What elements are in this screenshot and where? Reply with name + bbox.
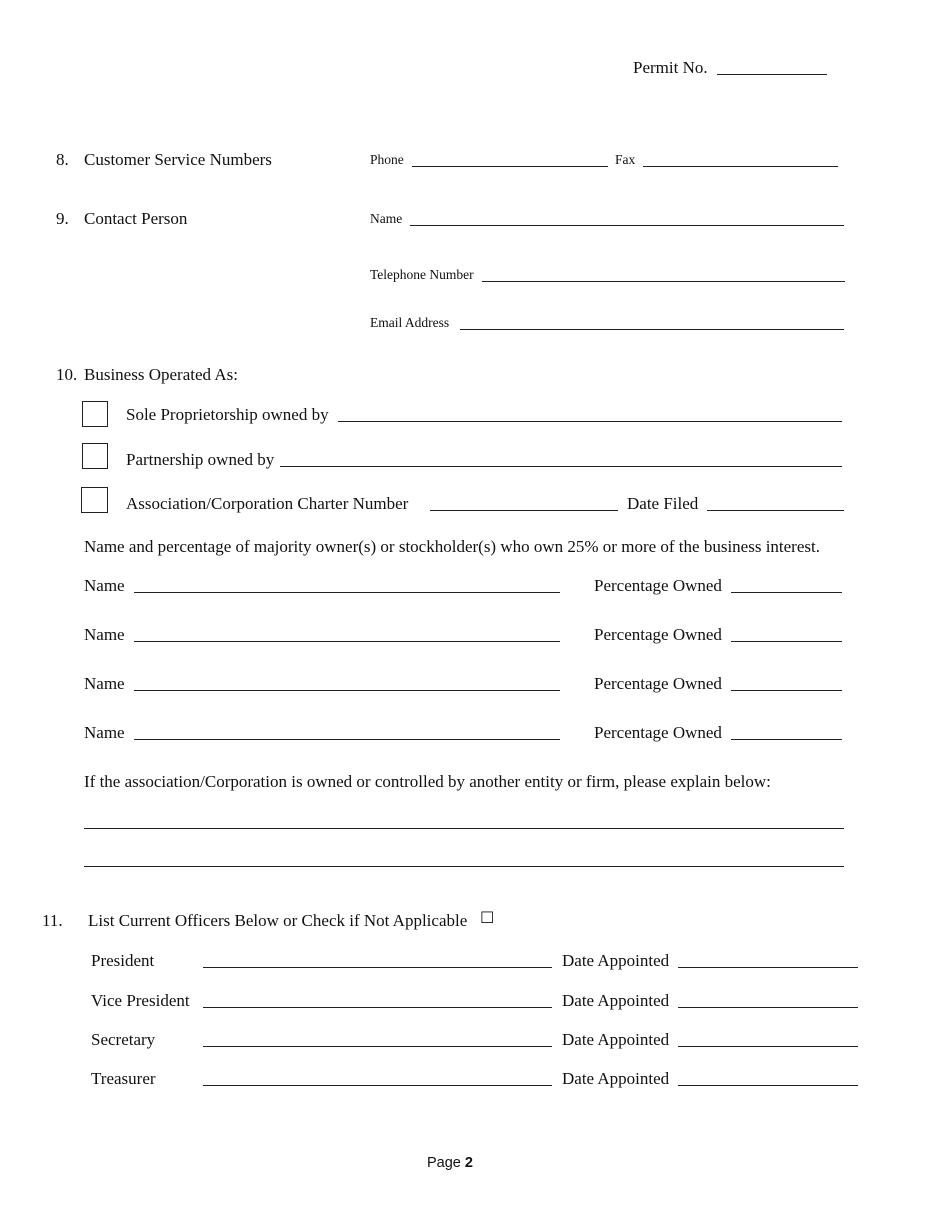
date-appointed-field[interactable] [678, 1046, 858, 1047]
section-11-number: 11. [42, 911, 63, 930]
date-appointed-label: Date Appointed [562, 1030, 670, 1049]
telephone-number-label: Telephone Number [370, 267, 474, 282]
controlled-instruction: If the association/Corporation is owned or controlled by another entity or firm, please explain below: [84, 772, 771, 791]
not-applicable-checkbox[interactable]: ☐ [480, 908, 495, 927]
section-8-title: Customer Service Numbers [84, 150, 272, 169]
page-number: 2 [464, 1155, 473, 1171]
owner-name-label: Name [84, 723, 125, 742]
section-11-title: List Current Officers Below or Check if Not Applicable [88, 911, 468, 930]
phone-field[interactable] [412, 166, 608, 167]
sole-proprietorship-label: Sole Proprietorship owned by [126, 405, 329, 424]
owner-name-field[interactable] [134, 690, 560, 691]
section-9-title: Contact Person [84, 209, 188, 228]
sole-proprietorship-owner-field[interactable] [338, 421, 842, 422]
charter-number-field[interactable] [430, 510, 618, 511]
owners-instruction: Name and percentage of majority owner(s) or stockholder(s) who own 25% or more of the business interest. [84, 537, 820, 556]
officer-name-field[interactable] [203, 1007, 552, 1008]
corporation-charter-label: Association/Corporation Charter Number [126, 494, 409, 513]
owner-percentage-label: Percentage Owned [594, 625, 722, 644]
contact-name-field[interactable] [410, 225, 844, 226]
section-8-number: 8. [56, 150, 69, 169]
fax-field[interactable] [643, 166, 838, 167]
owner-name-field[interactable] [134, 739, 560, 740]
owner-name-label: Name [84, 674, 125, 693]
contact-name-label: Name [370, 211, 403, 226]
owner-name-field[interactable] [134, 641, 560, 642]
owner-name-label: Name [84, 576, 125, 595]
date-appointed-label: Date Appointed [562, 991, 670, 1010]
date-filed-label: Date Filed [627, 494, 699, 513]
page-footer [427, 1156, 473, 1171]
date-appointed-field[interactable] [678, 967, 858, 968]
permit-no-field[interactable] [717, 74, 827, 75]
explanation-line[interactable] [84, 866, 844, 867]
partnership-owner-field[interactable] [280, 466, 842, 467]
officer-name-field[interactable] [203, 1046, 552, 1047]
section-10-number: 10. [56, 365, 78, 384]
telephone-number-field[interactable] [482, 281, 845, 282]
owner-percentage-field[interactable] [731, 592, 842, 593]
corporation-checkbox[interactable] [81, 487, 108, 513]
owner-percentage-field[interactable] [731, 641, 842, 642]
owner-percentage-label: Percentage Owned [594, 576, 722, 595]
date-appointed-label: Date Appointed [562, 951, 670, 970]
partnership-checkbox[interactable] [82, 443, 108, 469]
phone-label: Phone [370, 152, 404, 167]
officer-title: President [91, 951, 155, 970]
owner-name-label: Name [84, 625, 125, 644]
officer-title: Treasurer [91, 1069, 156, 1088]
email-address-label: Email Address [370, 315, 450, 330]
date-appointed-field[interactable] [678, 1085, 858, 1086]
date-appointed-field[interactable] [678, 1007, 858, 1008]
partnership-label: Partnership owned by [126, 450, 275, 469]
sole-proprietorship-checkbox[interactable] [82, 401, 108, 427]
email-address-field[interactable] [460, 329, 844, 330]
officer-title: Vice President [91, 991, 190, 1010]
owner-percentage-label: Percentage Owned [594, 723, 722, 742]
date-filed-field[interactable] [707, 510, 844, 511]
owner-percentage-field[interactable] [731, 739, 842, 740]
date-appointed-label: Date Appointed [562, 1069, 670, 1088]
owner-name-field[interactable] [134, 592, 560, 593]
page-label: Page [427, 1155, 461, 1171]
permit-no-label: Permit No. [633, 58, 708, 77]
explanation-line[interactable] [84, 828, 844, 829]
officer-name-field[interactable] [203, 967, 552, 968]
owner-percentage-field[interactable] [731, 690, 842, 691]
section-10-title: Business Operated As: [84, 365, 238, 384]
owner-percentage-label: Percentage Owned [594, 674, 722, 693]
officer-title: Secretary [91, 1030, 156, 1049]
fax-label: Fax [615, 152, 636, 167]
officer-name-field[interactable] [203, 1085, 552, 1086]
section-9-number: 9. [56, 209, 69, 228]
